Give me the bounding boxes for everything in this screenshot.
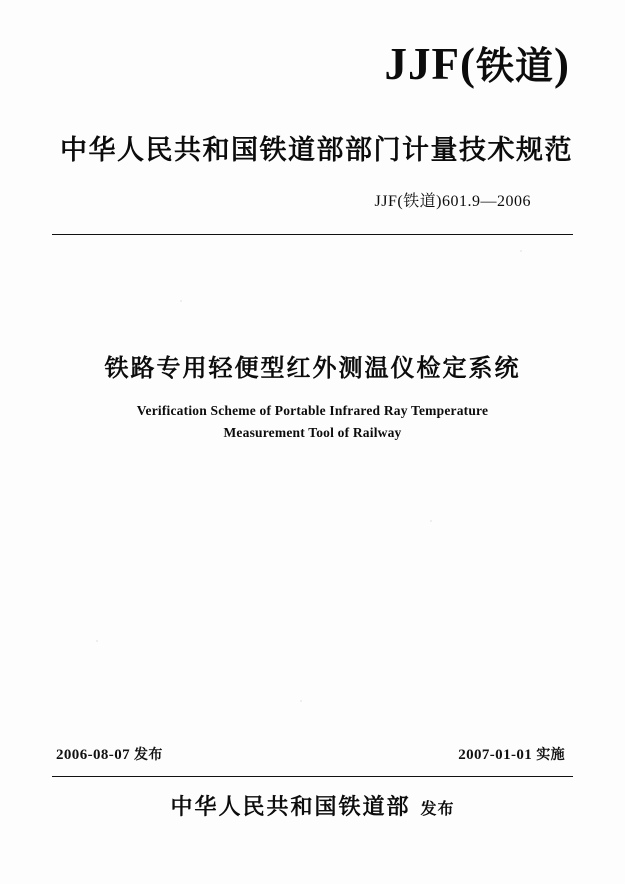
header-divider	[52, 234, 573, 235]
paper-speckle	[96, 640, 98, 642]
standard-number: JJF(铁道)601.9—2006	[374, 193, 531, 210]
document-title-english	[90, 400, 535, 445]
standard-mark	[384, 39, 570, 89]
issuing-organization-line: 中华人民共和国铁道部部门计量技术规范	[60, 135, 573, 166]
paper-speckle	[300, 700, 302, 702]
standard-mark-chinese: 铁道	[475, 44, 554, 88]
effective-date-value: 2007-01-01	[458, 747, 533, 763]
standard-mark-latin: JJF	[384, 39, 460, 89]
document-title-chinese: 铁路专用轻便型红外测温仪检定系统	[104, 354, 521, 382]
standard-mark-close-paren: )	[554, 39, 570, 89]
publisher-verb: 发布	[420, 799, 455, 818]
paper-speckle	[520, 250, 522, 252]
issue-date-group	[56, 744, 163, 764]
publisher-line	[52, 790, 573, 821]
footer-divider	[52, 776, 573, 777]
document-title-english-line-1: Verification Scheme of Portable Infrared Ray Temperature	[136, 403, 489, 418]
effective-date-label: 实施	[536, 747, 565, 763]
publisher-name: 中华人民共和国铁道部	[170, 795, 411, 820]
date-row	[52, 744, 573, 766]
paper-speckle	[180, 300, 182, 302]
issue-date-value: 2006-08-07	[56, 747, 130, 763]
paper-speckle	[430, 520, 432, 522]
effective-date-group	[458, 744, 565, 764]
document-title-english-line-2: Measurement Tool of Railway	[223, 425, 402, 441]
standard-mark-open-paren: (	[459, 39, 476, 89]
issue-date-label: 发布	[134, 747, 163, 763]
